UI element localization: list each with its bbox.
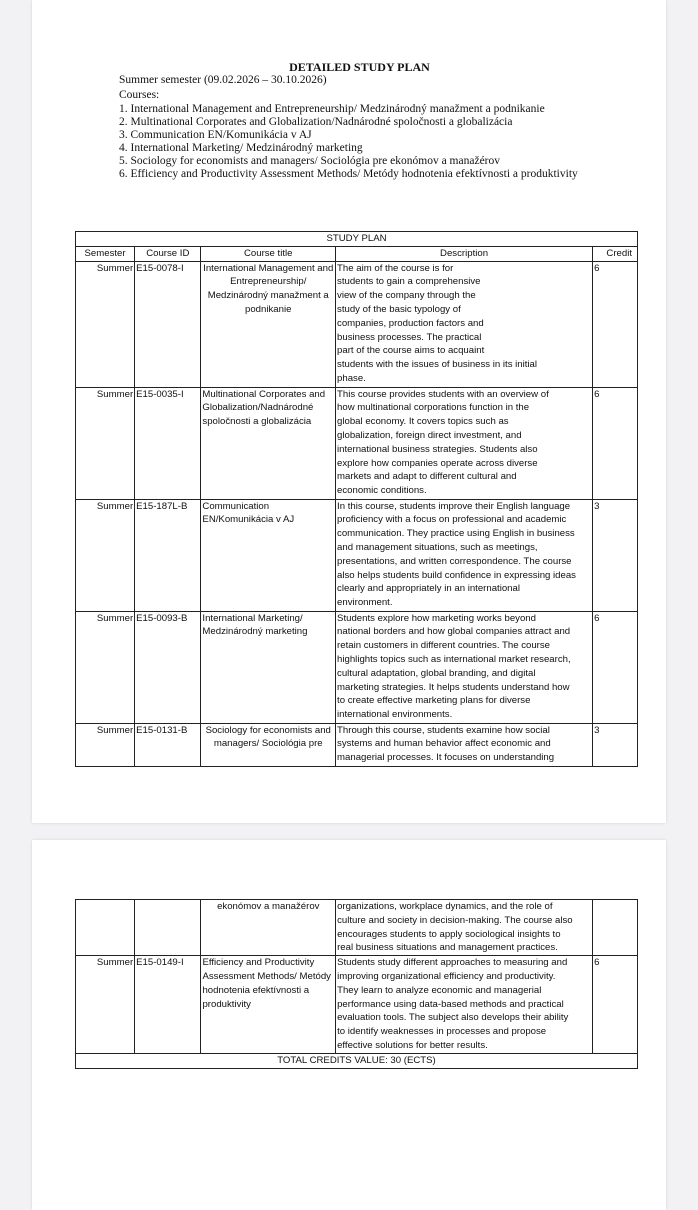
- cell-credit: 6: [593, 611, 638, 723]
- cell-description: organizations, workplace dynamics, and the role of culture and society in decision-making. The course also encourages students to apply sociological insights to real business situations and management practices.: [336, 900, 593, 956]
- course-list-item: 2. Multinational Corporates and Globalization/Nadnárodné spoločnosti a globalizácia: [119, 116, 513, 128]
- header-description: Description: [336, 246, 593, 261]
- cell-description: Students study different approaches to measuring and improving organizational efficiency and productivity. They learn to analyze economic and managerial performance using data-based methods and practical evaluation tools. The subject also develops their ability to identify weaknesses in processes and propose effective solutions for better results.: [336, 956, 593, 1054]
- course-list: [119, 103, 578, 181]
- table-row: [76, 611, 638, 723]
- cell-description: Students explore how marketing works beyond national borders and how global companies attract and retain customers in different countries. The course highlights topics such as international market research, cultural adaptation, global branding, and digital marketing strategies. It helps students understand how to create effective marketing plans for diverse international environments.: [336, 611, 593, 723]
- cell-course-title: International Marketing/ Medzinárodný marketing: [201, 611, 336, 723]
- cell-course-id: E15-0078-I: [135, 261, 201, 387]
- cell-credit: 3: [593, 723, 638, 766]
- cell-course-title: Sociology for economists and managers/ Sociológia pre: [201, 723, 336, 766]
- cell-course-id: E15-0149-I: [135, 956, 201, 1054]
- cell-semester: Summer: [76, 499, 135, 611]
- document-page-2: [32, 840, 666, 1210]
- table-row: [76, 956, 638, 1054]
- cell-course-title: ekonómov a manažérov: [201, 900, 336, 956]
- cell-course-title: Efficiency and Productivity Assessment Methods/ Metódy hodnotenia efektívnosti a produktivity: [201, 956, 336, 1054]
- semester-line: Summer semester (09.02.2026 – 30.10.2026): [119, 74, 327, 86]
- course-list-item: 1. International Management and Entrepreneurship/ Medzinárodný manažment a podnikanie: [119, 103, 545, 115]
- cell-semester: Summer: [76, 956, 135, 1054]
- cell-course-title: Multinational Corporates and Globalization/Nadnárodné spoločnosti a globalizácia: [201, 387, 336, 499]
- total-credits: TOTAL CREDITS VALUE: 30 (ECTS): [76, 1054, 638, 1069]
- courses-label: Courses:: [119, 89, 160, 101]
- cell-description: Through this course, students examine how social systems and human behavior affect economic and managerial processes. It focuses on understanding: [336, 723, 593, 766]
- total-row: [76, 1054, 638, 1069]
- document-title: DETAILED STUDY PLAN: [289, 60, 430, 74]
- cell-credit: 6: [593, 956, 638, 1054]
- cell-description: In this course, students improve their English language proficiency with a focus on professional and academic communication. They practice using English in business and management situations, such as meetings, presentations, and written correspondence. The course also helps students build confidence in expressing ideas clearly and appropriately in an international environment.: [336, 499, 593, 611]
- cell-course-id: E15-0035-I: [135, 387, 201, 499]
- cell-semester: Summer: [76, 387, 135, 499]
- header-credit: Credit: [593, 246, 638, 261]
- cell-semester: Summer: [76, 611, 135, 723]
- header-semester: Semester: [76, 246, 135, 261]
- table-header-row: [76, 246, 638, 261]
- document-page-1: [32, 0, 666, 823]
- cell-credit: 6: [593, 387, 638, 499]
- table-row: [76, 900, 638, 956]
- cell-course-id: E15-0093-B: [135, 611, 201, 723]
- course-list-item: 4. International Marketing/ Medzinárodný marketing: [119, 142, 363, 154]
- table-row: [76, 723, 638, 766]
- table-row: [76, 387, 638, 499]
- cell-course-title: Communication EN/Komunikácia v AJ: [201, 499, 336, 611]
- cell-credit: [593, 900, 638, 956]
- cell-semester: Summer: [76, 723, 135, 766]
- cell-course-id: E15-0131-B: [135, 723, 201, 766]
- course-list-item: 6. Efficiency and Productivity Assessment Methods/ Metódy hodnotenia efektívnosti a produktivity: [119, 168, 578, 180]
- cell-credit: 6: [593, 261, 638, 387]
- cell-semester: Summer: [76, 261, 135, 387]
- table-caption: STUDY PLAN: [76, 232, 638, 247]
- cell-course-id: E15-187L-B: [135, 499, 201, 611]
- table-row: [76, 261, 638, 387]
- course-list-item: 3. Communication EN/Komunikácia v AJ: [119, 129, 312, 141]
- header-course-title: Course title: [201, 246, 336, 261]
- cell-description: The aim of the course is for students to gain a comprehensive view of the company through the study of the basic typology of companies, production factors and business processes. The practical part of the course aims to acquaint students with the issues of business in its initial phase.: [336, 261, 593, 387]
- cell-course-id: [135, 900, 201, 956]
- cell-description: This course provides students with an overview of how multinational corporations function in the global economy. It covers topics such as globalization, foreign direct investment, and international business strategies. Students also explore how companies operate across diverse markets and adapt to different cultural and economic conditions.: [336, 387, 593, 499]
- course-list-item: 5. Sociology for economists and managers/ Sociológia pre ekonómov a manažérov: [119, 155, 500, 167]
- cell-credit: 3: [593, 499, 638, 611]
- header-course-id: Course ID: [135, 246, 201, 261]
- table-row: [76, 499, 638, 611]
- study-plan-table: [75, 231, 638, 767]
- study-plan-table-continued: [75, 899, 638, 1069]
- table-caption-row: [76, 232, 638, 247]
- cell-course-title: International Management and Entrepreneurship/ Medzinárodný manažment a podnikanie: [201, 261, 336, 387]
- cell-semester: [76, 900, 135, 956]
